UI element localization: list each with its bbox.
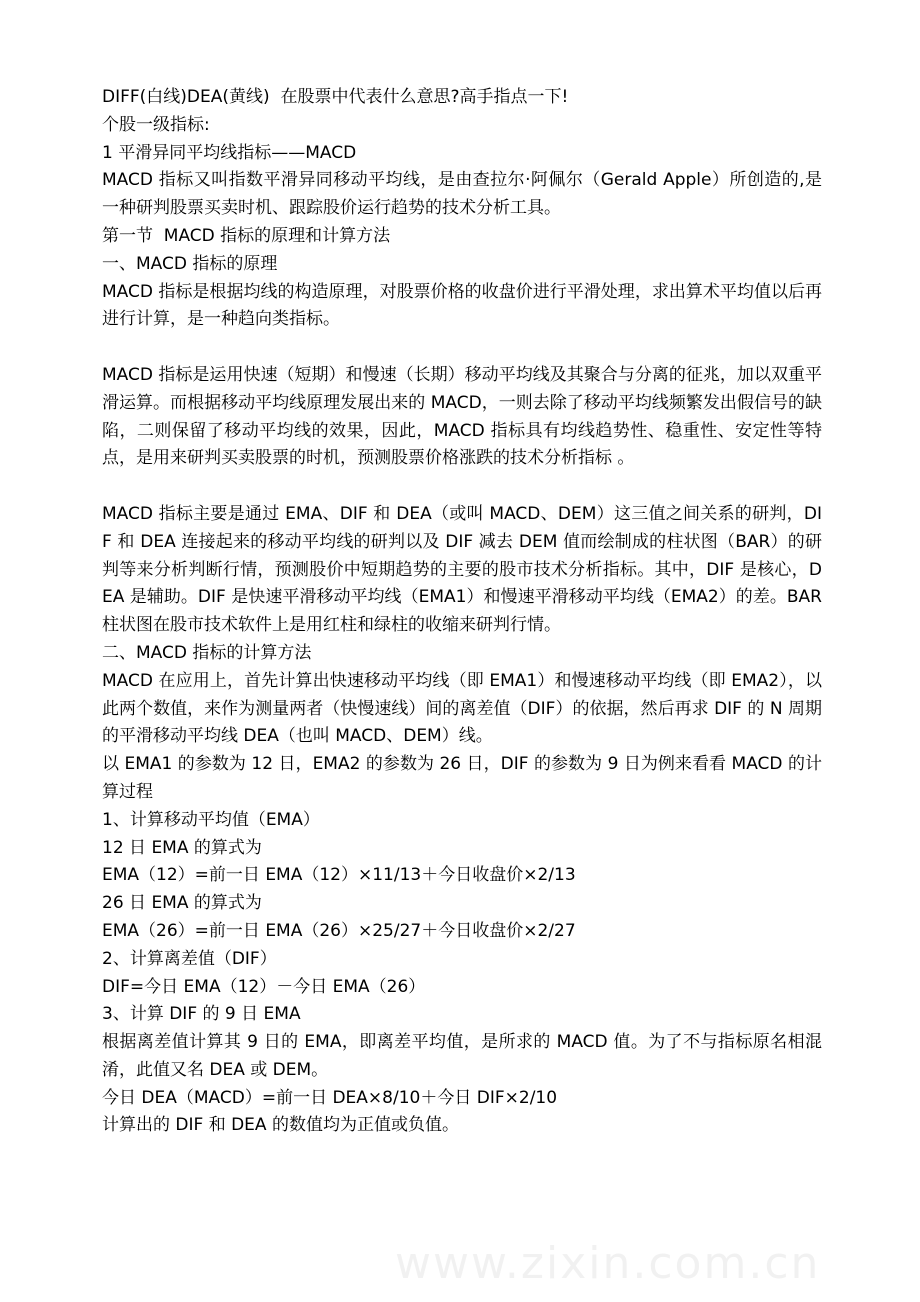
step-3-paragraph: 根据离差值计算其 9 日的 EMA，即离差平均值，是所求的 MACD 值。为了不与指标原名相混淆，此值又名 DEA 或 DEM。 bbox=[102, 1032, 822, 1080]
formula-ema-26: EMA（26）=前一日 EMA（26）×25/27＋今日收盘价×2/27 bbox=[102, 920, 576, 941]
step-2-heading: 2、计算离差值（DIF） bbox=[102, 948, 277, 969]
intro-paragraph: MACD 指标又叫指数平滑异同移动平均线，是由查拉尔·阿佩尔（Gerald Apple）所创造的,是一种研判股票买卖时机、跟踪股价运行趋势的技术分析工具。 bbox=[102, 170, 822, 219]
step-1-label-26: 26 日 EMA 的算式为 bbox=[102, 893, 262, 914]
principle-paragraph-3: MACD 指标主要是通过 EMA、DIF 和 DEA（或叫 MACD、DEM）这三值之间关系的研判，DIF 和 DEA 连接起来的移动平均线的研判以及 DIF 减去 DEM 值而绘制成的柱状图（BAR）的研判等来分析判断行情，预测股价中短期趋势的主要的股市技术分析指标。其中，DIF 是核心，DEA 是辅助。DIF 是快速平滑移动平均线（EMA1）和慢速平滑移动平均线（EMA2）的差。BAR 柱状图在股市技术软件上是用红柱和绿柱的收缩来研判行情。 bbox=[102, 503, 822, 636]
question-title: DIFF(白线)DEA(黄线) 在股票中代表什么意思?高手指点一下! bbox=[102, 87, 569, 107]
category-heading: 个股一级指标: bbox=[102, 114, 210, 135]
blank-line bbox=[102, 473, 822, 501]
formula-ema-12: EMA（12）=前一日 EMA（12）×11/13＋今日收盘价×2/13 bbox=[102, 865, 576, 886]
document-body bbox=[102, 84, 822, 1140]
step-1-label-12: 12 日 EMA 的算式为 bbox=[102, 837, 262, 858]
calculation-paragraph-1: MACD 在应用上，首先计算出快速移动平均线（即 EMA1）和慢速移动平均线（即 EMA2），以此两个数值，来作为测量两者（快慢速线）间的离差值（DIF）的依据，然后再求 DIF 的 N 周期的平滑移动平均线 DEA（也叫 MACD、DEM）线。 bbox=[102, 670, 822, 747]
indicator-heading: 1 平滑异同平均线指标——MACD bbox=[102, 142, 357, 163]
section-heading: 第一节 MACD 指标的原理和计算方法 bbox=[102, 225, 391, 246]
closing-line: 计算出的 DIF 和 DEA 的数值均为正值或负值。 bbox=[102, 1115, 459, 1136]
principle-paragraph-2: MACD 指标是运用快速（短期）和慢速（长期）移动平均线及其聚合与分离的征兆，加以双重平滑运算。而根据移动平均线原理发展出来的 MACD，一则去除了移动平均线频繁发出假信号的缺陷，二则保留了移动平均线的效果，因此，MACD 指标具有均线趋势性、稳重性、安定性等特点，是用来研判买卖股票的时机，预测股票价格涨跌的技术分析指标 。 bbox=[102, 364, 822, 469]
subsection-heading-calculation: 二、MACD 指标的计算方法 bbox=[102, 642, 312, 663]
step-1-heading: 1、计算移动平均值（EMA） bbox=[102, 809, 320, 830]
watermark-text: www.zixin.com.cn bbox=[395, 1238, 821, 1289]
formula-dif: DIF=今日 EMA（12）－今日 EMA（26） bbox=[102, 976, 426, 997]
step-3-heading: 3、计算 DIF 的 9 日 EMA bbox=[102, 1004, 301, 1025]
calculation-paragraph-2: 以 EMA1 的参数为 12 日，EMA2 的参数为 26 日，DIF 的参数为 9 日为例来看看 MACD 的计算过程 bbox=[102, 754, 822, 802]
formula-dea: 今日 DEA（MACD）=前一日 DEA×8/10＋今日 DIF×2/10 bbox=[102, 1087, 558, 1108]
blank-line bbox=[102, 334, 822, 362]
subsection-heading-principle: 一、MACD 指标的原理 bbox=[102, 253, 278, 274]
principle-paragraph-1: MACD 指标是根据均线的构造原理，对股票价格的收盘价进行平滑处理，求出算术平均值以后再进行计算，是一种趋向类指标。 bbox=[102, 281, 822, 330]
